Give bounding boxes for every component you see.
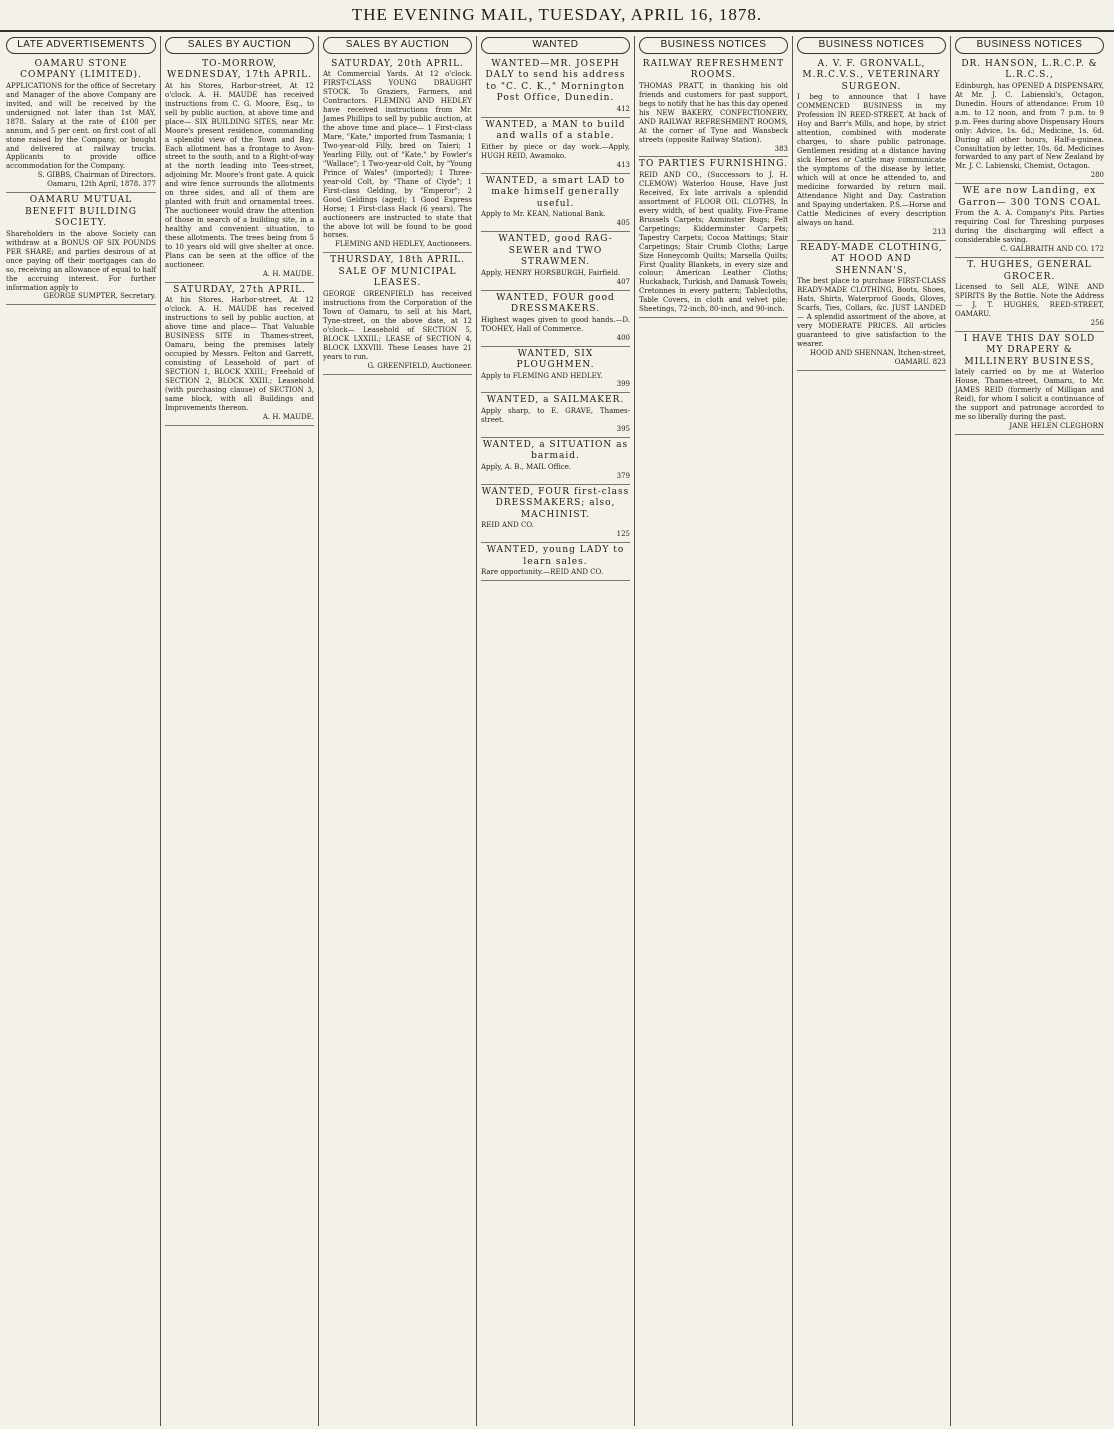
advertisement — [481, 232, 630, 290]
column-header: SALES BY AUCTION — [323, 37, 472, 54]
column-4 — [476, 36, 634, 1426]
advertisement — [955, 57, 1104, 185]
ad-title: READY-MADE CLOTHING, AT HOOD AND SHENNAN'S, — [800, 242, 943, 276]
ad-signature: 400 — [616, 333, 630, 342]
ad-body: The best place to purchase FIRST-CLASS READY-MADE CLOTHING, Boots, Shoes, Hats, Shirts, Waterproof Goods, Gloves, Scarfs, Ties, Collars, &c. JUST LANDED— A splendid assortment of the above, at very MODERATE PRICES. All articles guaranteed to give satisfaction to the wearer. — [797, 277, 946, 348]
ad-signature: FLEMING AND HEDLEY, Auctioneers. — [335, 240, 472, 249]
advertisement — [165, 283, 314, 426]
ad-title: T. HUGHES, GENERAL GROCER. — [967, 260, 1092, 282]
advertisement — [481, 393, 630, 437]
ad-signature: 413 — [616, 160, 630, 169]
advertisement — [797, 241, 946, 371]
ad-title: WE are now Landing, ex Garron— 300 TONS COAL — [958, 186, 1101, 208]
advertisement — [481, 485, 630, 543]
advertisement — [639, 157, 788, 318]
ad-body: At Commercial Yards. At 12 o'clock. FIRST-CLASS YOUNG DRAUGHT STOCK. To Graziers, Farmers, and Contractors. FLEMING AND HEDLEY have received instructions from Mr. James Phillips to sell by public auction, at the above time and place— 1 First-class Mare, "Kate," imported from Tasmania; 1 Two-year-old Filly, bred on Taieri; 1 Yearling Filly, out of "Kate," by Fowler's "Wallace"; 1 Two-year-old Colt, by "Young Prince of Wales" (imported); 1 Three-year-old Colt, by "Thane of Clyde"; 1 First-class Gelding, by "Emperor"; 2 Good Geldings (aged); 1 Good Express Horse; 1 First-class Hack (6 years). The auctioneers are instructed to state that the above lot will be found to be good horses. — [323, 70, 472, 240]
ad-signature: C. GALBRAITH AND CO. 172 — [1000, 245, 1104, 254]
ad-signature: S. GIBBS, Chairman of Directors. Oamaru, 12th April, 1878. 377 — [37, 171, 156, 189]
ad-body: Apply to FLEMING AND HEDLEY. — [481, 371, 603, 380]
ad-title: WANTED, FOUR first-class DRESSMAKERS; also, MACHINIST. — [481, 486, 630, 520]
ad-signature: GEORGE SUMPTER, Secretary. — [43, 292, 156, 301]
ad-title: WANTED, SIX PLOUGHMEN. — [516, 348, 595, 371]
column-header: LATE ADVERTISEMENTS — [6, 37, 156, 54]
ad-title: WANTED, good RAG-SEWER and TWO STRAWMEN. — [498, 234, 613, 268]
ad-signature: 280 — [1090, 171, 1104, 180]
ad-body: Apply, A. B., MAIL Office. — [481, 462, 572, 471]
advertisement — [481, 438, 630, 485]
ad-title: WANTED, a MAN to build and walls of a stable. — [485, 119, 626, 142]
ad-title: OAMARU STONE COMPANY (LIMITED). — [20, 58, 142, 81]
ad-signature: 395 — [616, 424, 630, 433]
ad-body: From the A. A. Company's Pits. Parties requiring Coal for Threshing purposes during the discharging will effect a considerable saving. — [955, 209, 1104, 245]
ad-title: WANTED, a smart LAD to make himself generally useful. — [485, 175, 626, 209]
masthead: THE EVENING MAIL, TUESDAY, APRIL 16, 1878. — [0, 0, 1114, 32]
ad-title: WANTED, a SITUATION as barmaid. — [482, 439, 629, 462]
ad-title: OAMARU MUTUAL BENEFIT BUILDING SOCIETY. — [25, 195, 137, 229]
ad-signature: A. H. MAUDE. — [262, 269, 314, 278]
advertisement — [639, 57, 788, 158]
ad-body: REID AND CO., (Successors to J. H. CLEMOW) Waterloo House, Have Just Received, Ex late arrivals a splendid assortment of FLOOR OIL CLOTHS, In every width, of best quality. Five-Frame Brussels Carpets; Axminster Rugs; Felt Carpetings; Kidderminster Carpets; Tapestry Carpets; Cocoa Mattings; Stair Carpetings; Stair Crumb Cloths; Large Size Honeycomb Quilts; Marsella Quilts; First Quality Blankets, in every size and colour; American Leather Cloths; Huckaback, Turkish, and Damask Towels; Cretonnes in every pattern; Tablecloths, Table Covers, in cloth and velvet pile; Sheetings, 72-inch, 80-inch, and 90-inch. — [639, 170, 788, 314]
ad-title: SATURDAY, 27th APRIL. — [173, 284, 306, 295]
advertisement — [165, 57, 314, 283]
ad-body: REID AND CO. — [481, 521, 534, 530]
column-6 — [792, 36, 950, 1426]
ad-body: Highest wages given to good hands.—D. TOOHEY, Hall of Commerce. — [481, 315, 630, 333]
ad-body: GEORGE GREENFIELD has received instructions from the Corporation of the Town of Oamaru, to sell at his Mart, Tyne-street, on the above date, at 12 o'clock— Leasehold of SECTION 5, BLOCK LXXIII.; LEASE of SECTION 4, BLOCK LXXVIII. These Leases have 21 years to run. — [323, 289, 472, 361]
ad-signature: 256 — [1090, 318, 1104, 327]
ad-title: SATURDAY, 20th APRIL. — [331, 58, 464, 69]
ad-title: I HAVE THIS DAY SOLD MY DRAPERY & MILLINERY BUSINESS, — [963, 333, 1096, 367]
ad-body: Either by piece or day work.—Apply, HUGH REID, Awamoko. — [481, 142, 630, 160]
ad-signature: 399 — [616, 380, 630, 389]
ad-title: A. V. F. GRONVALL, M.R.C.V.S., VETERINARY SURGEON. — [802, 58, 941, 92]
advertisement — [797, 57, 946, 241]
ad-body: Apply to Mr. KEAN, National Bank. — [481, 210, 606, 219]
advertisement — [481, 57, 630, 118]
ad-body: Edinburgh, has OPENED A DISPENSARY, At Mr. J. C. Labienski's, Octagon, Dunedin. Hours of attendance: From 10 a.m. to 12 noon, and from 7 p.m. to 9 p.m. Fees during above Dispensary Hours only: Advice, 1s. 6d.; Medicine, 1s. 6d. During all other hours, Half-a-guinea. Consultation by letter, 10s. 6d. Medicines forwarded to any part of New Zealand by Mr. J. C. Labienski, Chemist, Octagon. — [955, 81, 1104, 171]
columns — [2, 36, 1112, 1426]
advertisement — [323, 253, 472, 374]
advertisement — [955, 184, 1104, 258]
ad-body: At his Stores, Harbor-street, At 12 o'clock. A. H. MAUDE has received instructions from C. G. Moore, Esq., to sell by public auction, at above time and place— SIX BUILDING SITES, near Mr. Moore's present residence, commanding a splendid view of the Town and Bay. Each allotment has a frontage to Avon-street to the south, and to a Right-of-way at the north leading into Tees-street, adjoining Mr. Moore's front gate. A quick and wire fence surrounds the allotments on three sides, and all of them are planted with fruit and ornamental trees. The auctioneer would draw the attention of those in search of a building site, in a healthy and convenient situation, to these allotments. The trees being from 5 to 10 years old will give shelter at once. Plans can be seen at the office of the auctioneer. — [165, 81, 314, 269]
advertisement — [481, 543, 630, 581]
ad-signature: 412 — [616, 104, 630, 113]
ad-body: APPLICATIONS for the office of Secretary and Manager of the above Company are invited, and will be received by the undersigned not later than 1st MAY, 1878. Salary at the rate of £100 per annum, and 5 per cent. on first cost of all stone raised by the Company, or bought and delivered at railway trucks. Applicants to provide office accommodation for the Company. — [6, 81, 156, 171]
ad-title: RAILWAY REFRESHMENT ROOMS. — [642, 58, 785, 81]
ad-title: TO-MORROW, WEDNESDAY, 17th APRIL. — [167, 58, 312, 81]
ad-title: DR. HANSON, L.R.C.P. & L.R.C.S., — [961, 58, 1098, 81]
ad-signature: HOOD AND SHENNAN, Itchen-street, OAMARU. 823 — [810, 348, 946, 366]
advertisement — [955, 258, 1104, 332]
ad-body: Apply, HENRY HORSBURGH, Fairfield. — [481, 268, 621, 277]
ad-title: TO PARTIES FURNISHING. — [639, 159, 788, 170]
ad-body: At his Stores, Harbor-street, At 12 o'clock. A. H. MAUDE has received instructions to sell by public auction, at above time and place— That Valuable BUSINESS SITE in Thames-street, Oamaru, being the premises lately occupied by Messrs. Felton and Garrett, consisting of Leasehold of part of SECTION 1, BLOCK XXIII.; Freehold of SECTION 2, BLOCK XXIII.; Leasehold (with purchasing clause) of SECTION 3, same block, with all Buildings and Improvements thereon. — [165, 296, 314, 412]
ad-body: Shareholders in the above Society can withdraw at a BONUS OF SIX POUNDS PER SHARE; and parties desirous of at once paying off their mortgages can do so, receiving an allowance of equal to half the accruing interest. For further information apply to — [6, 229, 156, 292]
ad-signature: 125 — [616, 530, 630, 539]
ad-title: WANTED—MR. JOSEPH DALY to send his address to "C. C. K.," Mornington Post Office, Dunedin. — [485, 58, 626, 104]
ad-body: Apply sharp, to E. GRAVE, Thames-street. — [481, 406, 630, 424]
column-header: SALES BY AUCTION — [165, 37, 314, 54]
ad-signature: JANE HELEN CLEGHORN — [1009, 422, 1104, 431]
ad-body: lately carried on by me at Waterloo House, Thames-street, Oamaru, to Mr. JAMES REID (formerly of Milligan and Reid), for whom I solicit a continuance of the support and patronage accorded to me so liberally during the past. — [955, 368, 1104, 422]
ad-title: WANTED, young LADY to learn sales. — [486, 545, 625, 567]
ad-title: THURSDAY, 18th APRIL. SALE OF MUNICIPAL LEASES. — [330, 255, 465, 289]
column-header: BUSINESS NOTICES — [955, 37, 1104, 54]
ad-body: Licensed to Sell ALE, WINE AND SPIRITS By the Bottle. Note the Address— J. T. HUGHES, REED-STREET, OAMARU. — [955, 283, 1104, 318]
ad-signature: 213 — [932, 227, 946, 236]
column-5 — [634, 36, 792, 1426]
column-3 — [318, 36, 476, 1426]
advertisement — [6, 193, 156, 305]
column-2 — [160, 36, 318, 1426]
column-7 — [950, 36, 1108, 1426]
ad-body: Rare opportunity.—REID AND CO. — [481, 568, 604, 577]
advertisement — [6, 57, 156, 193]
ad-body: THOMAS PRATT, in thanking his old friends and customers for past support, begs to notify that he has this day opened his NEW BAKERY, CONFECTIONERY, AND RAILWAY REFRESHMENT ROOMS, At the corner of Tyne and Wansbeck streets (opposite Railway Station). — [639, 81, 788, 144]
ad-signature: 405 — [616, 219, 630, 228]
ad-title: WANTED, FOUR good DRESSMAKERS. — [496, 292, 615, 315]
ad-signature: G. GREENFIELD, Auctioneer. — [367, 361, 472, 370]
ad-signature: 383 — [774, 144, 788, 153]
advertisement — [481, 291, 630, 347]
advertisement — [323, 57, 472, 254]
ad-signature: 379 — [616, 471, 630, 480]
ad-body: I beg to announce that I have COMMENCED BUSINESS in my Profession IN REED-STREET, At back of Hoy and Barr's Mills, and hope, by strict attention, combined with moderate charges, to share public patronage. Gentlemen residing at a distance having sick Horses or Cattle may communicate the symptoms of the disease by letter, which will at once be attended to, and medicine forwarded by return mail. Attendance Night and Day. Castration and Spaying undertaken. P.S.—Horse and Cattle Medicines of every description always on hand. — [797, 93, 946, 227]
advertisement — [955, 332, 1104, 435]
column-header: BUSINESS NOTICES — [797, 37, 946, 54]
advertisement — [481, 347, 630, 394]
ad-title: WANTED, a SAILMAKER. — [486, 395, 625, 406]
ad-signature: 407 — [616, 277, 630, 286]
advertisement — [481, 174, 630, 232]
ad-signature: A. H. MAUDE. — [262, 412, 314, 421]
column-1 — [2, 36, 160, 1426]
column-header: BUSINESS NOTICES — [639, 37, 788, 54]
column-header: WANTED — [481, 37, 630, 54]
advertisement — [481, 118, 630, 174]
